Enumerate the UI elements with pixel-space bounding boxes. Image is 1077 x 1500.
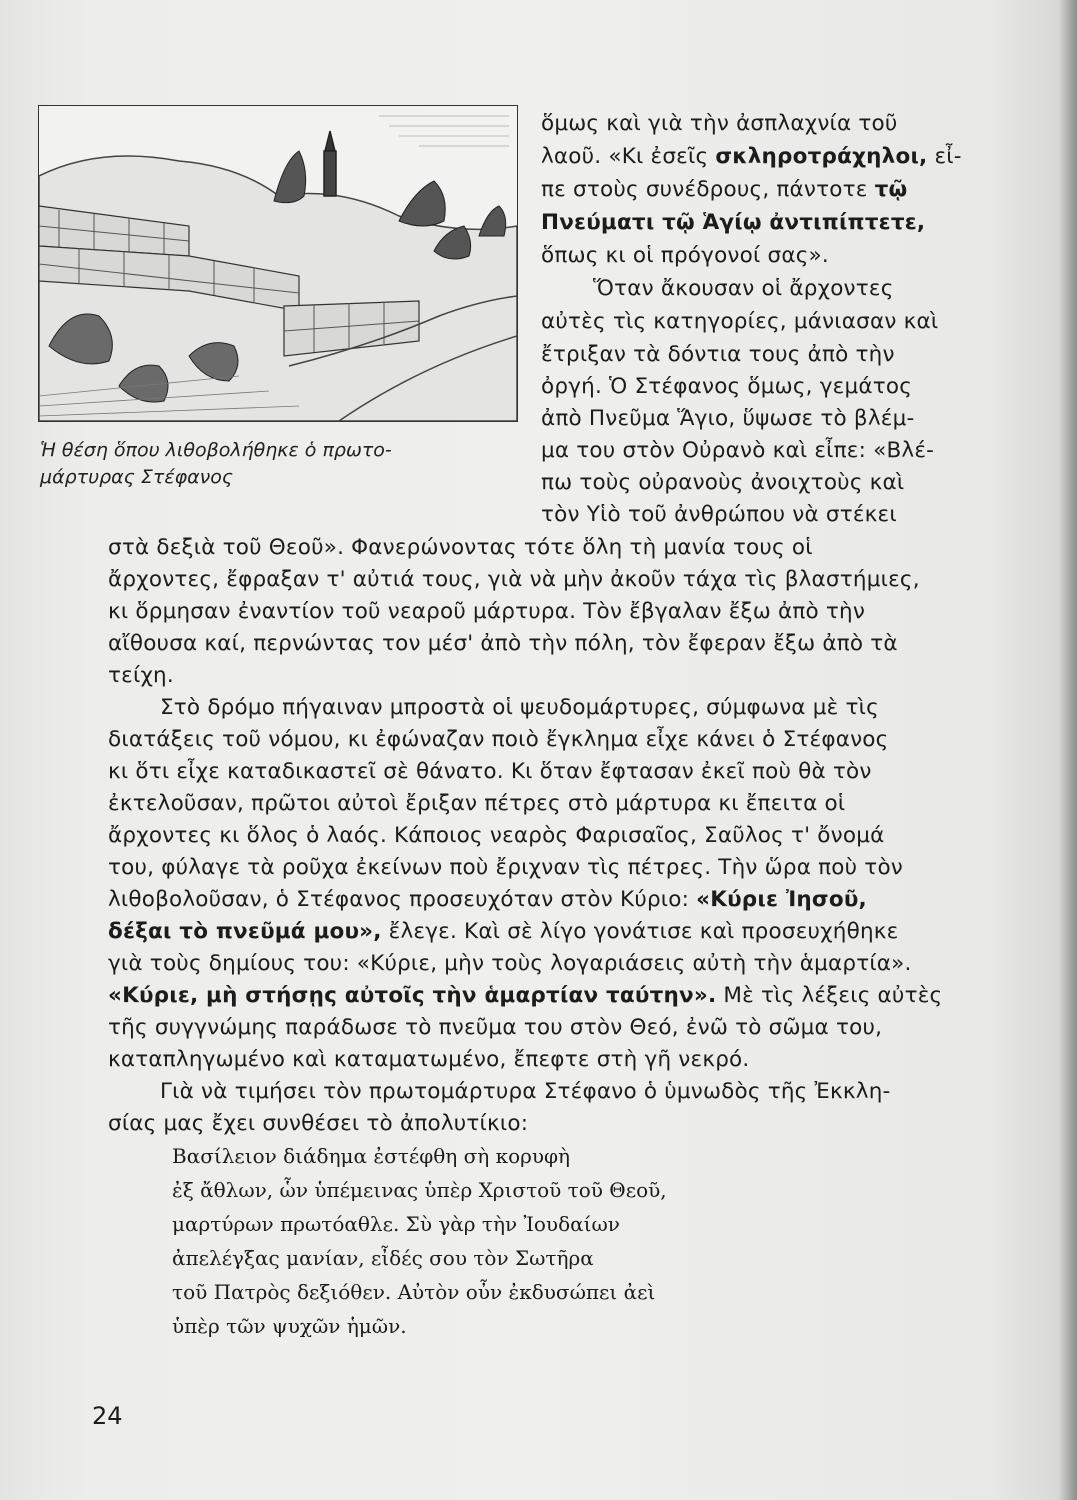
- text-line: [160, 694, 879, 722]
- text-line: [541, 437, 934, 465]
- text-line: [541, 143, 962, 171]
- text-span: ὅμως καὶ γιὰ τὴν ἀσπλαχνία τοῦ: [541, 111, 898, 136]
- text-line: [108, 1046, 749, 1074]
- text-line: [541, 242, 829, 270]
- text-span: πω τοὺς οὐρανοὺς ἀνοιχτοὺς καὶ: [541, 470, 905, 495]
- text-span: Στὸ δρόμο πήγαιναν μπροστὰ οἱ ψευδομάρτυρες, σύμφωνα μὲ τὶς: [160, 695, 879, 720]
- text-span: πε στοὺς συνέδρους, πάντοτε: [541, 177, 875, 202]
- landscape-sketch: [39, 106, 517, 421]
- text-span: αἴθουσα καί, περνώντας τον μέσ' ἀπὸ τὴν πόλη, τὸν ἔφεραν ἔξω ἀπὸ τὰ: [108, 631, 898, 656]
- text-span: μα του στὸν Οὐρανὸ καὶ εἶπε: «Βλέ-: [541, 438, 935, 463]
- text-span: λιθοβολοῦσαν, ὁ Στέφανος προσευχόταν στὸν Κύριο:: [108, 887, 697, 912]
- text-line: [108, 982, 942, 1010]
- text-line: [541, 501, 897, 529]
- text-line: [108, 598, 865, 626]
- text-span: ὅπως κι οἱ πρόγονοί σας».: [541, 243, 829, 268]
- text-span: ἔλεγε. Καὶ σὲ λίγο γονάτισε καὶ προσευχήθηκε: [381, 919, 899, 944]
- text-line: [541, 308, 938, 336]
- figure-caption: [40, 437, 500, 491]
- text-line: [541, 469, 904, 497]
- text-span: ἄρχοντες, ἔφραξαν τ' αὐτιά τους, γιὰ νὰ μὴν ἀκοῦν τάχα τὶς βλαστήμιες,: [108, 567, 920, 592]
- text-line: [108, 918, 899, 946]
- text-line: [108, 950, 912, 978]
- bold-text: Πνεύματι τῷ Ἁγίῳ ἀντιπίπτετε,: [541, 210, 926, 235]
- text-span: καταπληγωμένο καὶ καταματωμένο, ἔπεφτε στὴ γῆ νεκρό.: [108, 1047, 750, 1072]
- text-span: ἄρχοντες κι ὅλος ὁ λαός. Κάποιος νεαρὸς Φαρισαῖος, Σαῦλος τ' ὄνομά: [108, 823, 885, 848]
- text-line: [108, 630, 898, 658]
- text-span: ἐκτελοῦσαν, πρῶτοι αὐτοὶ ἔριξαν πέτρες στὸ μάρτυρα κι ἔπειτα οἱ: [108, 791, 846, 816]
- text-span: διατάξεις τοῦ νόμου, κι ἐφώναζαν ποιὸ ἔγκλημα εἶχε κάνει ὁ Στέφανος: [108, 727, 889, 752]
- text-line: [108, 790, 845, 818]
- text-line: [108, 854, 903, 882]
- text-span: τείχη.: [108, 663, 174, 688]
- text-span: κι ὅρμησαν ἐναντίον τοῦ νεαροῦ μάρτυρα. Τὸν ἔβγαλαν ἔξω ἀπὸ τὴν: [108, 599, 866, 624]
- text-span: ὀργή. Ὁ Στέφανος ὅμως, γεμάτος: [541, 374, 913, 399]
- text-line: [108, 726, 888, 754]
- text-span: τῆς συγγνώμης παράδωσε τὸ πνεῦμα του στὸν Θεό, ἐνῶ τὸ σῶμα του,: [108, 1015, 883, 1040]
- caption-line: μάρτυρας Στέφανος: [40, 466, 234, 488]
- text-span: Μὲ τὶς λέξεις αὐτὲς: [716, 983, 943, 1008]
- text-line: [108, 534, 813, 562]
- hymn-line: ἀπελέγξας μανίαν, εἶδές σου τὸν Σωτῆρα: [172, 1246, 594, 1270]
- text-span: κι ὅτι εἶχε καταδικαστεῖ σὲ θάνατο. Κι ὅταν ἔφτασαν ἐκεῖ ποὺ θὰ τὸν: [108, 759, 872, 784]
- text-line: [108, 662, 174, 690]
- hymn-line: ὑπὲρ τῶν ψυχῶν ἡμῶν.: [172, 1314, 407, 1338]
- caption-line: Ἡ θέση ὅπου λιθοβολήθηκε ὁ πρωτο-: [40, 439, 392, 461]
- text-span: τὸν Υἱὸ τοῦ ἀνθρώπου νὰ στέκει: [541, 502, 897, 527]
- bold-text: τῷ: [874, 177, 908, 202]
- text-span: Γιὰ νὰ τιμήσει τὸν πρωτομάρτυρα Στέφανο ὁ ὑμνωδὸς τῆς Ἐκκλη-: [160, 1079, 891, 1104]
- text-line: [108, 822, 884, 850]
- text-line: [108, 1110, 528, 1138]
- text-line: [541, 405, 914, 433]
- hymn-line: τοῦ Πατρὸς δεξιόθεν. Αὐτὸν οὖν ἐκδυσώπει ἀεὶ: [172, 1280, 656, 1304]
- text-line: [541, 176, 907, 204]
- text-span: ἔτριξαν τὰ δόντια τους ἀπὸ τὴν: [541, 342, 895, 367]
- hymn-line: μαρτύρων πρωτόαθλε. Σὺ γὰρ τὴν Ἰουδαίων: [172, 1212, 620, 1236]
- text-line: [541, 209, 925, 237]
- text-line: [108, 758, 872, 786]
- text-line: [593, 275, 894, 303]
- text-span: Ὅταν ἄκουσαν οἱ ἄρχοντες: [593, 276, 894, 301]
- bold-text: «Κύριε, μὴ στήσῃς αὐτοῖς τὴν ἁμαρτίαν ταύτην».: [108, 983, 717, 1008]
- hymn-line: Βασίλειον διάδημα ἐστέφθη σὴ κορυφὴ: [172, 1144, 571, 1168]
- text-span: εἶ-: [927, 144, 962, 169]
- page-edge-shadow: [1059, 0, 1077, 1500]
- text-span: στὰ δεξιὰ τοῦ Θεοῦ». Φανερώνοντας τότε ὅλη τὴ μανία τους οἱ: [108, 535, 813, 560]
- text-span: του, φύλαγε τὰ ροῦχα ἐκείνων ποὺ ἔριχναν τὶς πέτρες. Τὴν ὥρα ποὺ τὸν: [108, 855, 904, 880]
- bold-text: σκληροτράχηλοι,: [715, 144, 928, 169]
- text-line: [108, 1014, 882, 1042]
- text-span: γιὰ τοὺς δημίους του: «Κύριε, μὴν τοὺς λογαριάσεις αὐτὴ τὴν ἁμαρτία».: [108, 951, 912, 976]
- text-span: λαοῦ. «Κι ἐσεῖς: [541, 144, 716, 169]
- bold-text: «Κύριε Ἰησοῦ,: [696, 887, 867, 912]
- text-line: [108, 566, 920, 594]
- text-line: [541, 110, 898, 138]
- text-line: [541, 373, 912, 401]
- text-span: ἀπὸ Πνεῦμα Ἅγιο, ὕψωσε τὸ βλέμ-: [541, 406, 915, 431]
- page-number: 24: [92, 1402, 123, 1430]
- text-span: αὐτὲς τὶς κατηγορίες, μάνιασαν καὶ: [541, 309, 939, 334]
- bold-text: δέξαι τὸ πνεῦμά μου»,: [108, 919, 382, 944]
- text-span: σίας μας ἔχει συνθέσει τὸ ἀπολυτίκιο:: [108, 1111, 529, 1136]
- hymn-line: ἐξ ἄθλων, ὧν ὑπέμεινας ὑπὲρ Χριστοῦ τοῦ Θεοῦ,: [172, 1178, 667, 1202]
- stoning-site-illustration: [38, 105, 518, 422]
- text-line: [160, 1078, 890, 1106]
- text-line: [541, 341, 895, 369]
- text-line: [108, 886, 867, 914]
